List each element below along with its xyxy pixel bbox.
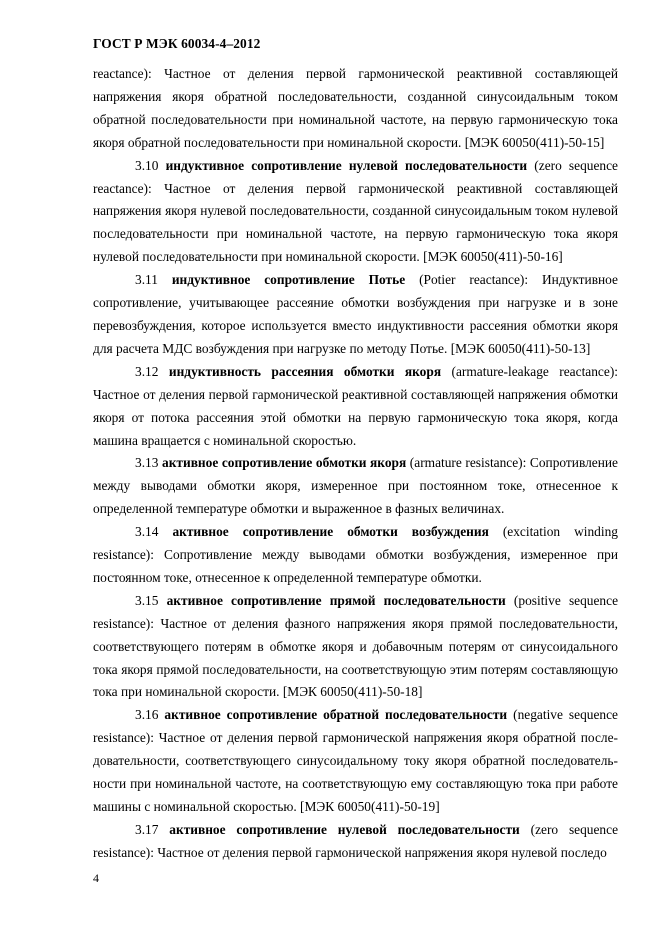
clause-number: 3.12	[135, 363, 159, 379]
definition-text: (excitation winding resistance): Сопротивление между выводами обмотки возбуждения, измеренное при постоянном токе, отнесенное к определенной температуре обмотки.	[93, 524, 618, 585]
clause-number: 3.15	[135, 592, 159, 608]
clause-number: 3.11	[135, 272, 158, 288]
term: активное сопротивление обмотки возбуждения	[172, 524, 489, 540]
definition-text: (zero sequence reactance): Частное от деления первой гармонической реактивной составляющей напряжения якоря нулевой последовательности, созданной синусоидальным током нулевой последовательности при номинальной частоте, на первую гармоническую тока якоря нулевой последовательности при номинальной скорости. [МЭК 60050(411)-50-16]	[93, 157, 618, 265]
definition-3-15	[93, 590, 618, 705]
definition-text: (negative sequence resistance): Частное от деления первой гармонической напряжения якоря обратной последовательности, соответствующего синусоидальному току якоря обратной последовательности при номинальной частоте, на соответствующую ему составляющую тока при работе машины с номинальной скоростью. [МЭК 60050(411)-50-19]	[93, 707, 618, 814]
definition-3-17	[93, 819, 618, 865]
definition-3-11	[93, 269, 618, 361]
term: активное сопротивление прямой последовательности	[166, 592, 506, 608]
definition-3-16	[93, 704, 618, 819]
definition-3-10	[93, 155, 618, 270]
term: индуктивное сопротивление Потье	[171, 272, 406, 288]
clause-number: 3.13	[135, 455, 159, 471]
term: индуктивность рассеяния обмотки якоря	[168, 363, 442, 379]
document-header: ГОСТ Р МЭК 60034-4–2012	[93, 36, 261, 51]
definition-3-13	[93, 452, 618, 521]
clause-number: 3.10	[135, 157, 159, 173]
continuation-paragraph: reactance): Частное от деления первой гармонической реактивной составляющей напряжения якоря обратной последовательности, созданной синусоидальным током обратной последовательности при номинальной частоте, на первую гармоническую тока якоря обратной последовательности при номинальной скорости. [МЭК 60050(411)-50-15]	[93, 66, 618, 150]
term: активное сопротивление нулевой последовательности	[169, 821, 520, 837]
definition-text: (armature resistance): Сопротивление между выводами обмотки якоря, измеренное при постоянном токе, отнесенное к определенной температуре обмотки и выраженное в фазных величинах.	[93, 455, 618, 517]
term: индуктивное сопротивление нулевой последовательности	[165, 157, 528, 173]
definition-text: (armature-leakage reactance): Частное от деления первой гармонической реактивной составляющей напряжения обмотки якоря от потока рассеяния этой обмотки на первую гармоническую тока якоря, когда машина вращается с номинальной скоростью.	[93, 363, 618, 448]
clause-number: 3.17	[135, 821, 159, 837]
term: активное сопротивление обмотки якоря	[162, 455, 407, 471]
definition-3-12	[93, 361, 618, 453]
page-number: 4	[93, 871, 99, 885]
definition-3-14	[93, 521, 618, 590]
term: активное сопротивление обратной последовательности	[164, 707, 508, 723]
document-body	[93, 63, 618, 865]
clause-number: 3.16	[135, 707, 159, 723]
definition-text: (Potier reactance): Индуктивное сопротивление, учитывающее рассеяние обмотки возбуждения при нагрузке и в зоне перевозбуждения, которое используется вместо индуктивности рассеяния обмотки якоря для расчета МДС возбуждения при нагрузке по методу Потье. [МЭК 60050(411)-50-13]	[93, 272, 618, 356]
definition-text: (positive sequence resistance): Частное от деления фазного напряжения якоря прямой последовательности, соответствующего потерям в обмотке якоря и добавочным потерям от синусоидального тока якоря прямой последовательности, на соответствующую этим потерям составляющую тока при номинальной скорости. [МЭК 60050(411)-50-18]	[93, 592, 619, 700]
clause-number: 3.14	[135, 524, 159, 540]
definition-text: (zero sequence resistance): Частное от деления первой гармонической напряжения якоря нулевой последо	[93, 821, 619, 860]
